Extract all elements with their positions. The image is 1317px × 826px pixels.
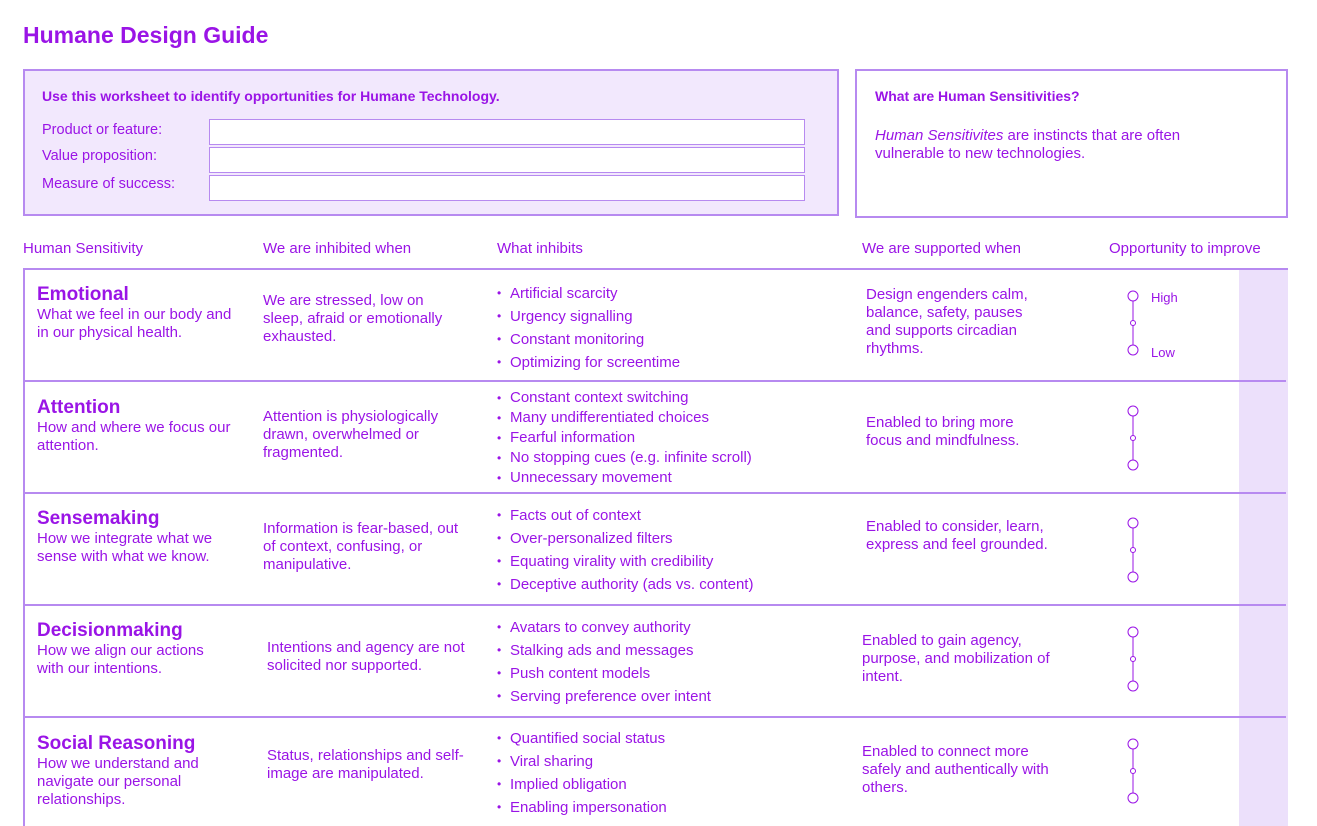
sensitivity-name: Emotional bbox=[37, 284, 129, 305]
inhibited-when-text: Intentions and agency are not solicited nor supported. bbox=[267, 639, 465, 674]
sensitivities-text: are instincts that are often vulnerable to new technologies. bbox=[875, 127, 1181, 162]
inhibited-when-text: Information is fear-based, out of context, confusing, or manipulative. bbox=[263, 520, 459, 573]
supported-when-text: Enabled to gain agency, purpose, and mobilization of intent. bbox=[862, 632, 1050, 685]
table-row bbox=[37, 397, 232, 455]
column-header-supported-when: We are supported when bbox=[862, 240, 1021, 257]
sensitivities-description bbox=[875, 127, 1235, 163]
opportunity-scale[interactable] bbox=[1126, 738, 1140, 804]
sensitivity-description: What we feel in our body and in our physical health. bbox=[37, 306, 232, 341]
sensitivity-description: How we understand and navigate our personal relationships. bbox=[37, 755, 199, 808]
what-inhibits-list bbox=[497, 282, 680, 374]
list-item: • Artificial scarcity bbox=[497, 282, 680, 305]
column-header-what-inhibits: What inhibits bbox=[497, 240, 583, 257]
what-inhibits-list bbox=[497, 388, 752, 488]
list-item: • Stalking ads and messages bbox=[497, 639, 711, 662]
supported-when-text: Enabled to consider, learn, express and feel grounded. bbox=[866, 518, 1048, 553]
table-row bbox=[37, 620, 232, 678]
row-divider bbox=[25, 492, 1286, 494]
table-row bbox=[37, 508, 242, 566]
column-header-inhibited-when: We are inhibited when bbox=[263, 240, 412, 257]
list-item: • Optimizing for screentime bbox=[497, 351, 680, 374]
supported-when-text: Design engenders calm, balance, safety, pauses and supports circadian rhythms. bbox=[866, 286, 1028, 357]
scale-high-label: High bbox=[1151, 290, 1178, 305]
sensitivity-description: How we align our actions with our intentions. bbox=[37, 642, 204, 677]
list-item: • Facts out of context bbox=[497, 504, 753, 527]
list-item: • Deceptive authority (ads vs. content) bbox=[497, 573, 753, 596]
list-item: • Urgency signalling bbox=[497, 305, 680, 328]
sensitivity-table bbox=[23, 268, 1288, 826]
sensitivity-name: Social Reasoning bbox=[37, 733, 196, 754]
sensitivity-name: Decisionmaking bbox=[37, 620, 183, 641]
column-header-sensitivity: Human Sensitivity bbox=[23, 240, 144, 257]
list-item: • Constant context switching bbox=[497, 388, 752, 408]
what-inhibits-list bbox=[497, 616, 711, 708]
supported-when-text: Enabled to bring more focus and mindfulness. bbox=[866, 414, 1020, 449]
list-item: • Quantified social status bbox=[497, 727, 667, 750]
measure-of-success-field[interactable] bbox=[209, 175, 805, 201]
list-item: • Viral sharing bbox=[497, 750, 667, 773]
list-item: • Implied obligation bbox=[497, 773, 667, 796]
sensitivity-description: How we integrate what we sense with what we know. bbox=[37, 530, 213, 565]
list-item: • Fearful information bbox=[497, 428, 752, 448]
list-item: • No stopping cues (e.g. infinite scroll) bbox=[497, 448, 752, 468]
sensitivity-name: Sensemaking bbox=[37, 508, 160, 529]
what-inhibits-list bbox=[497, 504, 753, 596]
list-item: • Over-personalized filters bbox=[497, 527, 753, 550]
page-title: Humane Design Guide bbox=[23, 22, 269, 48]
opportunity-scale[interactable] bbox=[1126, 405, 1140, 471]
opportunity-scale[interactable] bbox=[1126, 290, 1140, 356]
row-divider bbox=[25, 380, 1286, 382]
table-row bbox=[37, 284, 232, 342]
list-item: • Push content models bbox=[497, 662, 711, 685]
column-header-opportunity: Opportunity to improve bbox=[1109, 240, 1261, 257]
list-item: • Equating virality with credibility bbox=[497, 550, 753, 573]
list-item: • Unnecessary movement bbox=[497, 468, 752, 488]
value-proposition-field[interactable] bbox=[209, 147, 805, 173]
sensitivity-name: Attention bbox=[37, 397, 121, 418]
inhibited-when-text: We are stressed, low on sleep, afraid or emotionally exhausted. bbox=[263, 292, 443, 345]
list-item: • Constant monitoring bbox=[497, 328, 680, 351]
scale-low-label: Low bbox=[1151, 345, 1175, 360]
sensitivities-info-panel bbox=[855, 69, 1288, 218]
what-inhibits-list bbox=[497, 727, 667, 819]
list-item: • Serving preference over intent bbox=[497, 685, 711, 708]
product-feature-field[interactable] bbox=[209, 119, 805, 145]
list-item: • Enabling impersonation bbox=[497, 796, 667, 819]
sensitivities-term: Human Sensitivites bbox=[875, 127, 1004, 144]
worksheet-panel bbox=[23, 69, 839, 216]
list-item: • Avatars to convey authority bbox=[497, 616, 711, 639]
sensitivities-heading: What are Human Sensitivities? bbox=[875, 88, 1080, 104]
table-row bbox=[37, 733, 232, 809]
sensitivity-description: How and where we focus our attention. bbox=[37, 419, 231, 454]
list-item: • Many undifferentiated choices bbox=[497, 408, 752, 428]
opportunity-scale[interactable] bbox=[1126, 517, 1140, 583]
opportunity-shade-column bbox=[1239, 270, 1288, 826]
inhibited-when-text: Attention is physiologically drawn, overwhelmed or fragmented. bbox=[263, 408, 439, 461]
row-divider bbox=[25, 604, 1286, 606]
worksheet-heading: Use this worksheet to identify opportunities for Humane Technology. bbox=[42, 88, 500, 104]
supported-when-text: Enabled to connect more safely and authentically with others. bbox=[862, 743, 1049, 796]
product-feature-label: Product or feature: bbox=[42, 122, 163, 138]
measure-of-success-label: Measure of success: bbox=[42, 176, 175, 192]
value-proposition-label: Value proposition: bbox=[42, 148, 158, 164]
opportunity-scale[interactable] bbox=[1126, 626, 1140, 692]
inhibited-when-text: Status, relationships and self-image are manipulated. bbox=[267, 747, 464, 782]
row-divider bbox=[25, 716, 1286, 718]
